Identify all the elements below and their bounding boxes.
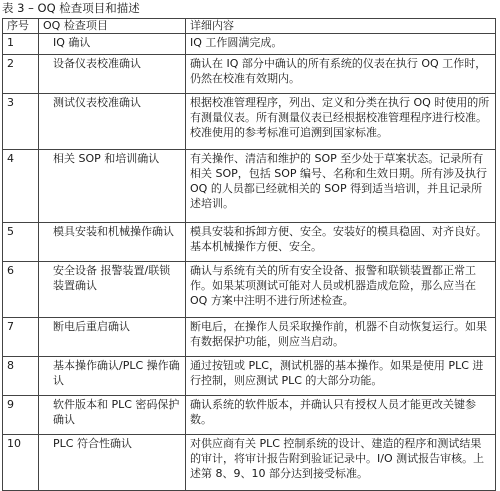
row-desc: 有关操作、清洁和维护的 SOP 至少处于草案状态。记录所有相关 SOP，包括 SOP 编号、名称和生效日期。所有涉及执行 OQ 的人员都已经就相关的 SOP 得到适当培训，并且记录所述培训。: [186, 150, 496, 223]
table-row: [3, 318, 496, 357]
row-no: 10: [3, 435, 39, 491]
row-item: 模具安装和机械操作确认: [39, 223, 186, 262]
row-no: 9: [3, 396, 39, 435]
row-item: 安全设备 报警装置/联锁装置确认: [39, 262, 186, 318]
table-row: [3, 55, 496, 94]
row-item: 相关 SOP 和培训确认: [39, 150, 186, 223]
row-no: 6: [3, 262, 39, 318]
header-desc: 详细内容: [186, 19, 496, 34]
row-no: 3: [3, 94, 39, 150]
row-desc: 确认与系统有关的所有安全设备、报警和联锁装置都正常工作。如果某项测试可能对人员或机器造成危险，那么应当在 OQ 方案中注明不进行所述检查。: [186, 262, 496, 318]
table-row: [3, 223, 496, 262]
row-desc: 断电后，在操作人员采取操作前，机器不自动恢复运行。如果有数据保护功能，则应当启动。: [186, 318, 496, 357]
table-row: [3, 357, 496, 396]
table-caption: 表 3 – OQ 检查项目和描述: [2, 1, 140, 15]
table-row: [3, 396, 496, 435]
row-item: IQ 确认: [39, 34, 186, 55]
row-item: 设备仪表校准确认: [39, 55, 186, 94]
row-item: PLC 符合性确认: [39, 435, 186, 491]
row-desc: 确认系统的软件版本，并确认只有授权人员才能更改关键参数。: [186, 396, 496, 435]
table-header-row: [3, 19, 496, 34]
table-row: [3, 262, 496, 318]
table-row: [3, 435, 496, 491]
row-item: 软件版本和 PLC 密码保护确认: [39, 396, 186, 435]
table-row: [3, 34, 496, 55]
table-row: [3, 150, 496, 223]
row-desc: 通过按钮或 PLC，测试机器的基本操作。如果是使用 PLC 进行控制，则应测试 PLC 的大部分功能。: [186, 357, 496, 396]
oq-checklist-table: [2, 18, 496, 491]
row-item: 基本操作确认/PLC 操作确认: [39, 357, 186, 396]
row-desc: 对供应商有关 PLC 控制系统的设计、建造的程序和测试结果的审计，将审计报告附到验证记录中。I/O 测试报告审核。上述第 8、9、10 部分达到接受标准。: [186, 435, 496, 491]
row-desc: 根据校准管理程序，列出、定义和分类在执行 OQ 时使用的所有测量仪表。所有测量仪表已经根据校准管理程序进行校准。校准使用的参考标准可追溯到国家标准。: [186, 94, 496, 150]
row-item: 断电后重启确认: [39, 318, 186, 357]
row-no: 2: [3, 55, 39, 94]
row-no: 1: [3, 34, 39, 55]
row-no: 4: [3, 150, 39, 223]
row-no: 8: [3, 357, 39, 396]
row-no: 5: [3, 223, 39, 262]
row-no: 7: [3, 318, 39, 357]
row-desc: 确认在 IQ 部分中确认的所有系统的仪表在执行 OQ 工作时，仍然在校准有效期内。: [186, 55, 496, 94]
row-desc: 模具安装和拆卸方便、安全。安装好的模具稳固、对齐良好。基本机械操作方便、安全。: [186, 223, 496, 262]
header-no: 序号: [3, 19, 39, 34]
table-row: [3, 94, 496, 150]
row-item: 测试仪表校准确认: [39, 94, 186, 150]
header-item: OQ 检查项目: [39, 19, 186, 34]
row-desc: IQ 工作圆满完成。: [186, 34, 496, 55]
